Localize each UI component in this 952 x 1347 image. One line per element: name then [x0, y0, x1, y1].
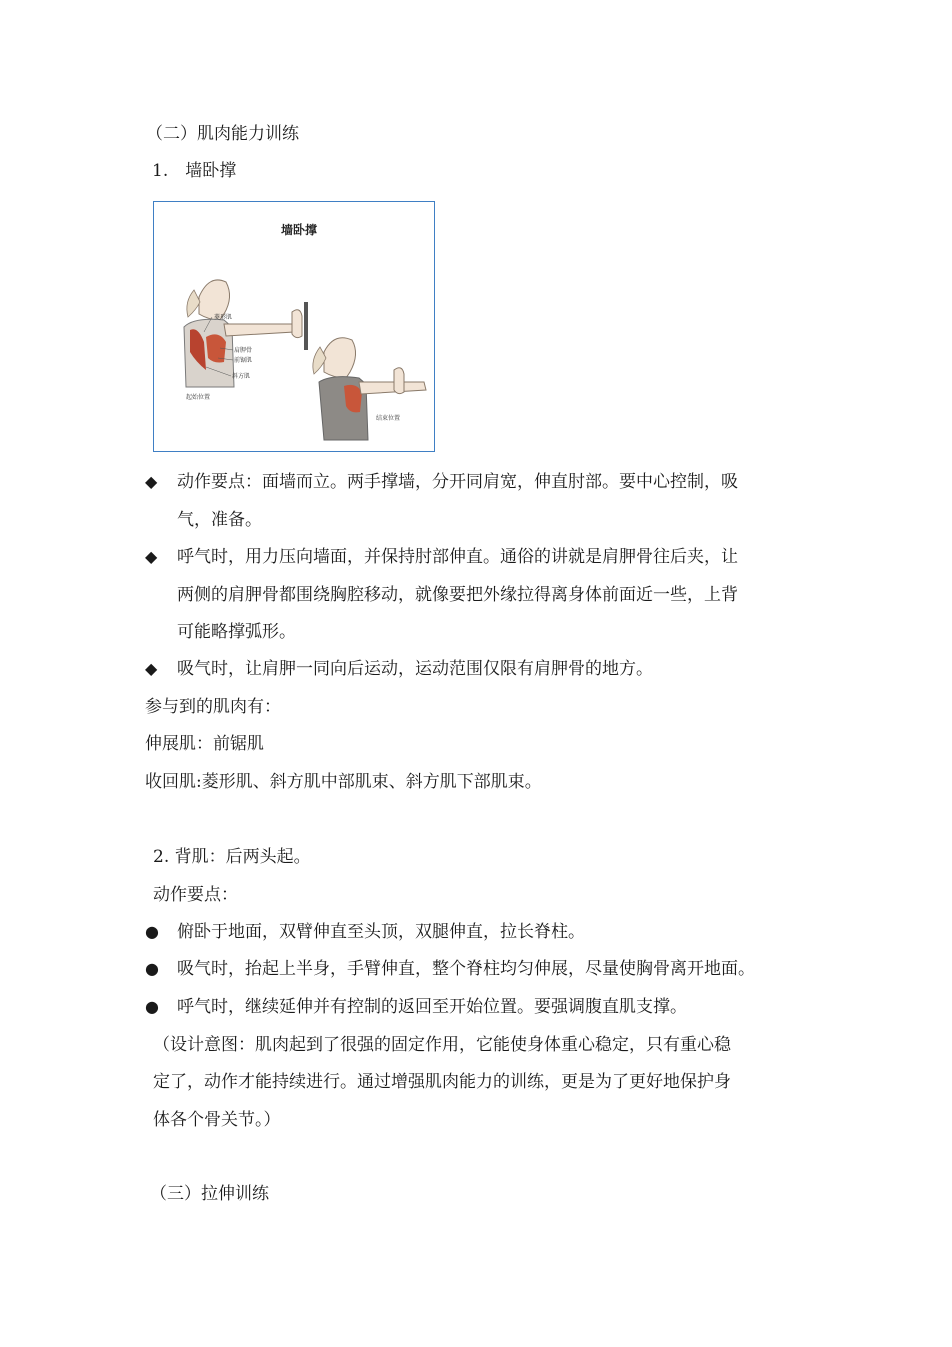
end-position-person [313, 338, 426, 440]
label-trapezius: 斜方肌 [232, 373, 251, 380]
item2-bullet-3: 呼气时，继续延伸并有控制的返回至开始位置。要强调腹直肌支撑。 [177, 997, 687, 1017]
label-start: 起始位置 [186, 394, 211, 401]
label-rhomboid: 菱形肌 [214, 314, 233, 321]
dot-bullet-1: ● [145, 922, 159, 941]
design-note-line-3: 体各个骨关节。） [153, 1110, 281, 1130]
item2-subtitle: 动作要点： [153, 885, 238, 905]
diamond-bullet-3: ◆ [145, 659, 158, 678]
label-scapula: 肩胛骨 [234, 347, 253, 354]
item1-bullet-1-line-2: 气，准备。 [177, 510, 262, 530]
item2-bullet-2: 吸气时，抬起上半身，手臂伸直，整个脊柱均匀伸展，尽量使胸骨离开地面。 [177, 959, 755, 979]
wall-pushup-illustration [154, 202, 435, 452]
diamond-bullet-2: ◆ [145, 547, 158, 566]
figure-title: 墙卧撑 [280, 223, 318, 237]
extensor-muscle: 伸展肌：前锯肌 [145, 734, 264, 754]
design-note-line-1: （设计意图：肌肉起到了很强的固定作用，它能使身体重心稳定，只有重心稳 [153, 1035, 731, 1055]
item1-bullet-2-line-1: 呼气时，用力压向墙面，并保持肘部伸直。通俗的讲就是肩胛骨往后夹，让 [177, 547, 738, 567]
dot-bullet-3: ● [145, 997, 159, 1016]
retractor-muscles: 收回肌:菱形肌、斜方肌中部肌束、斜方肌下部肌束。 [145, 772, 542, 792]
label-serratus: 前锯肌 [234, 357, 253, 364]
start-position-person [184, 280, 308, 387]
item1-title: 1. 墙卧撑 [152, 161, 237, 181]
section-heading: （二）肌肉能力训练 [146, 124, 299, 144]
dot-bullet-2: ● [145, 959, 159, 978]
item1-bullet-3-line-1: 吸气时，让肩胛一同向后运动，运动范围仅限有肩胛骨的地方。 [177, 659, 653, 679]
item1-bullet-2-line-2: 两侧的肩胛骨都围绕胸腔移动，就像要把外缘拉得离身体前面近一些，上背 [177, 585, 738, 605]
diamond-bullet-1: ◆ [145, 472, 158, 491]
item2-title: 2. 背肌：后两头起。 [153, 847, 311, 867]
section3-heading: （三）拉伸训练 [150, 1184, 269, 1204]
item2-bullet-1: 俯卧于地面，双臂伸直至头顶，双腿伸直，拉长脊柱。 [177, 922, 585, 942]
wall-pushup-figure [153, 201, 435, 452]
design-note-line-2: 定了，动作才能持续进行。通过增强肌肉能力的训练，更是为了更好地保护身 [153, 1072, 731, 1092]
label-end: 结束位置 [376, 415, 401, 422]
item1-bullet-2-line-3: 可能略撑弧形。 [177, 622, 296, 642]
muscles-intro: 参与到的肌肉有： [145, 697, 281, 717]
item1-bullet-1-line-1: 动作要点：面墙而立。两手撑墙，分开同肩宽，伸直肘部。要中心控制，吸 [177, 472, 738, 492]
